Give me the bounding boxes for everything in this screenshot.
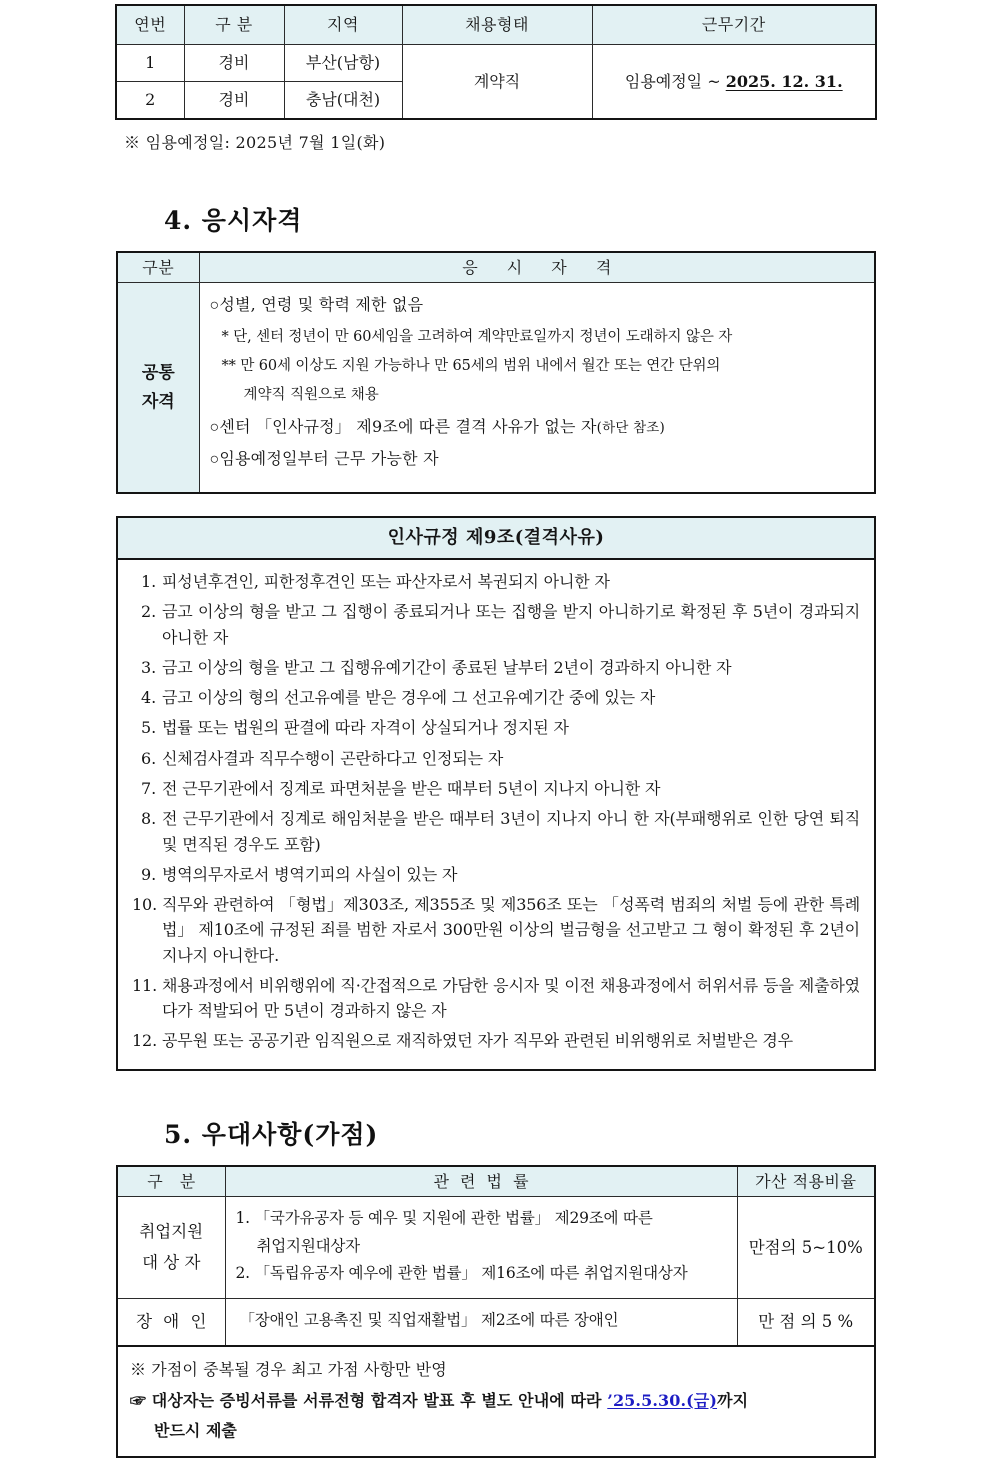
table-row xyxy=(117,1299,875,1346)
law-item-1-cont: 취업지원대상자 xyxy=(256,1236,360,1255)
hiring-summary-table xyxy=(115,4,877,120)
col-header-related-law: 관 련 법 률 xyxy=(225,1166,737,1197)
cell-disabled-law xyxy=(225,1299,737,1346)
cell-disabled-ratio: 만 점 의 5 % xyxy=(737,1299,875,1346)
clause-item: 금고 이상의 형을 받고 그 집행유예기간이 종료된 날부터 2년이 경과하지 아니한 자 xyxy=(162,657,732,677)
law-item-1-number: 1. xyxy=(235,1208,250,1227)
clause-body xyxy=(117,559,875,1070)
clause-title: 인사규정 제9조(결격사유) xyxy=(117,517,875,559)
col-header-division: 구 분 xyxy=(117,1166,225,1197)
footer-note-1-text: 가점이 중복될 경우 최고 가점 사항만 반영 xyxy=(151,1360,447,1380)
disqualification-clause-table xyxy=(116,516,876,1071)
work-period-end-date: 2025. 12. 31. xyxy=(725,71,843,91)
col-header-bonus-ratio: 가산 적용비율 xyxy=(737,1166,875,1197)
cell-employment-support-label xyxy=(117,1196,225,1298)
section-heading-preference: 5. 우대사항(가점) xyxy=(164,1119,379,1149)
work-period-prefix: 임용예정일 ~ xyxy=(624,71,726,91)
qualification-item-1-text: 성별, 연령 및 학력 제한 없음 xyxy=(219,295,424,315)
qualification-item-1-note-2 xyxy=(210,355,869,378)
cell-no-1: 1 xyxy=(116,45,184,82)
clause-item: 금고 이상의 형을 받고 그 집행이 종료되거나 또는 집행을 받지 아니하기로 확정된 후 5년이 경과되지 아니한 자 xyxy=(162,602,860,647)
table-row xyxy=(116,45,876,82)
preference-footer xyxy=(117,1346,875,1457)
qualification-table xyxy=(116,251,876,494)
reference-mark-icon: ※ xyxy=(130,1360,147,1380)
document-page xyxy=(0,4,992,1458)
clause-item: 피성년후견인, 피한정후견인 또는 파산자로서 복권되지 아니한 자 xyxy=(162,572,610,592)
clause-list xyxy=(132,569,860,1054)
col-header-work-period: 근무기간 xyxy=(592,5,876,45)
table-row xyxy=(117,1346,875,1457)
qualification-note-2-text: 만 60세 이상도 지원 가능하나 만 65세의 범위 내에서 월간 또는 연간 단위의 xyxy=(240,358,721,375)
cell-category-2: 경비 xyxy=(184,82,284,120)
asterisk-marker: * xyxy=(221,328,229,345)
appointment-date-note: ※ 임용예정일: 2025년 7월 1일(화) xyxy=(124,133,386,152)
law-item-2-number: 2. xyxy=(235,1264,250,1283)
clause-item: 신체검사결과 직무수행이 곤란하다고 인정되는 자 xyxy=(162,748,504,768)
col-header-qualification: 응 시 자 격 xyxy=(199,252,875,283)
section-heading-qualification: 4. 응시자격 xyxy=(164,206,303,235)
qualification-item-1 xyxy=(210,293,869,319)
footer-note-2 xyxy=(130,1388,864,1414)
cell-no-2: 2 xyxy=(116,82,184,120)
col-header-region: 지역 xyxy=(284,5,402,45)
clause-item: 금고 이상의 형의 선고유예를 받은 경우에 그 선고유예기간 중에 있는 자 xyxy=(162,688,656,708)
qualification-item-2 xyxy=(210,415,869,441)
cell-employment-support-laws xyxy=(225,1196,737,1298)
table-header-row xyxy=(116,5,876,45)
pointing-hand-icon: ☞ xyxy=(130,1390,147,1410)
qualification-item-2-text: 센터 「인사규정」 제9조에 따른 결격 사유가 없는 자 xyxy=(219,416,597,436)
law-item-2-text: 「독립유공자 예우에 관한 법률」 제16조에 따른 취업지원대상자 xyxy=(254,1264,688,1283)
law-item-1-text: 「국가유공자 등 예우 및 지원에 관한 법률」 제29조에 따른 xyxy=(254,1208,653,1227)
clause-item: 전 근무기관에서 징계로 파면처분을 받은 때부터 5년이 지나지 아니한 자 xyxy=(162,779,661,798)
col-header-employment-type: 채용형태 xyxy=(402,5,592,45)
qualification-item-1-note-1 xyxy=(210,326,869,349)
footer-note-1 xyxy=(130,1357,864,1383)
table-header-row xyxy=(117,517,875,559)
label-line-2: 대 상 자 xyxy=(142,1252,201,1272)
cell-work-period xyxy=(592,45,876,120)
table-row xyxy=(117,559,875,1070)
cell-common-qualification-label xyxy=(117,283,199,493)
table-row xyxy=(117,283,875,493)
bullet-circle-icon: ○ xyxy=(209,451,220,469)
qualification-note-1-text: 단, 센터 정년이 만 60세임을 고려하여 계약만료일까지 정년이 도래하지 않은 자 xyxy=(233,328,733,345)
qualification-item-3 xyxy=(210,447,869,473)
preference-points-table xyxy=(116,1165,876,1458)
qualification-item-1-note-2-cont: 계약직 직원으로 채용 xyxy=(243,387,379,404)
cell-region-1: 부산(남항) xyxy=(284,45,402,82)
col-header-category: 구 분 xyxy=(184,5,284,45)
double-asterisk-marker: ** xyxy=(221,358,236,375)
clause-item: 법률 또는 법원의 판결에 따라 자격이 상실되거나 정지된 자 xyxy=(162,718,569,738)
table-row xyxy=(117,1196,875,1298)
cell-qualification-content xyxy=(199,283,875,493)
clause-item: 공무원 또는 공공기관 임직원으로 재직하였던 자가 직무와 관련된 비위행위로 처벌받은 경우 xyxy=(162,1031,793,1051)
qualification-item-3-text: 임용예정일부터 근무 가능한 자 xyxy=(219,449,439,469)
cell-employment-type: 계약직 xyxy=(402,45,592,120)
clause-item: 병역의무자로서 병역기피의 사실이 있는 자 xyxy=(162,864,458,884)
clause-item: 전 근무기관에서 징계로 해임처분을 받은 때부터 3년이 지나지 아니 한 자(부패행위로 인한 당연 퇴직 및 면직된 경우도 포함) xyxy=(162,809,860,854)
label-line-1: 공통 xyxy=(141,362,175,383)
bullet-circle-icon: ○ xyxy=(209,418,220,436)
footer-note-2-pre: 대상자는 증빙서류를 서류전형 합격자 발표 후 별도 안내에 따라 xyxy=(151,1390,608,1410)
footer-note-2-cont: 반드시 제출 xyxy=(154,1421,237,1441)
col-header-division: 구분 xyxy=(117,252,199,283)
cell-employment-support-ratio: 만점의 5~10% xyxy=(737,1196,875,1298)
table-header-row xyxy=(117,252,875,283)
clause-item: 직무와 관련하여 「형법」제303조, 제355조 및 제356조 또는 「성폭력 범죄의 처벌 등에 관한 특례법」 제10조에 규정된 죄를 범한 자로서 300만원 이상의 벌금형을 선고받고 그 형이 확정된 후 2년이 지나지 아니한다. xyxy=(162,895,860,965)
cell-category-1: 경비 xyxy=(184,45,284,82)
cell-disabled-label: 장 애 인 xyxy=(117,1299,225,1346)
qualification-item-2-paren: (하단 참조) xyxy=(596,419,666,436)
law-item-1 xyxy=(236,1206,729,1231)
table-header-row xyxy=(117,1166,875,1197)
label-line-1: 취업지원 xyxy=(139,1222,204,1242)
col-header-no: 연번 xyxy=(116,5,184,45)
law-item-2 xyxy=(236,1261,729,1286)
law-item-disabled-text: 「장애인 고용촉진 및 직업재활법」 제2조에 따른 장애인 xyxy=(239,1311,619,1330)
bullet-circle-icon: ○ xyxy=(209,297,220,315)
footer-note-2-post: 까지 xyxy=(717,1390,749,1410)
label-line-2: 자격 xyxy=(141,391,175,412)
submission-deadline-highlight: ’25.5.30.(금) xyxy=(607,1390,718,1410)
clause-item: 채용과정에서 비위행위에 직·간접적으로 가담한 응시자 및 이전 채용과정에서 허위서류 등을 제출하였다가 적발되어 만 5년이 경과하지 않은 자 xyxy=(162,975,860,1021)
cell-region-2: 충남(대천) xyxy=(284,82,402,120)
